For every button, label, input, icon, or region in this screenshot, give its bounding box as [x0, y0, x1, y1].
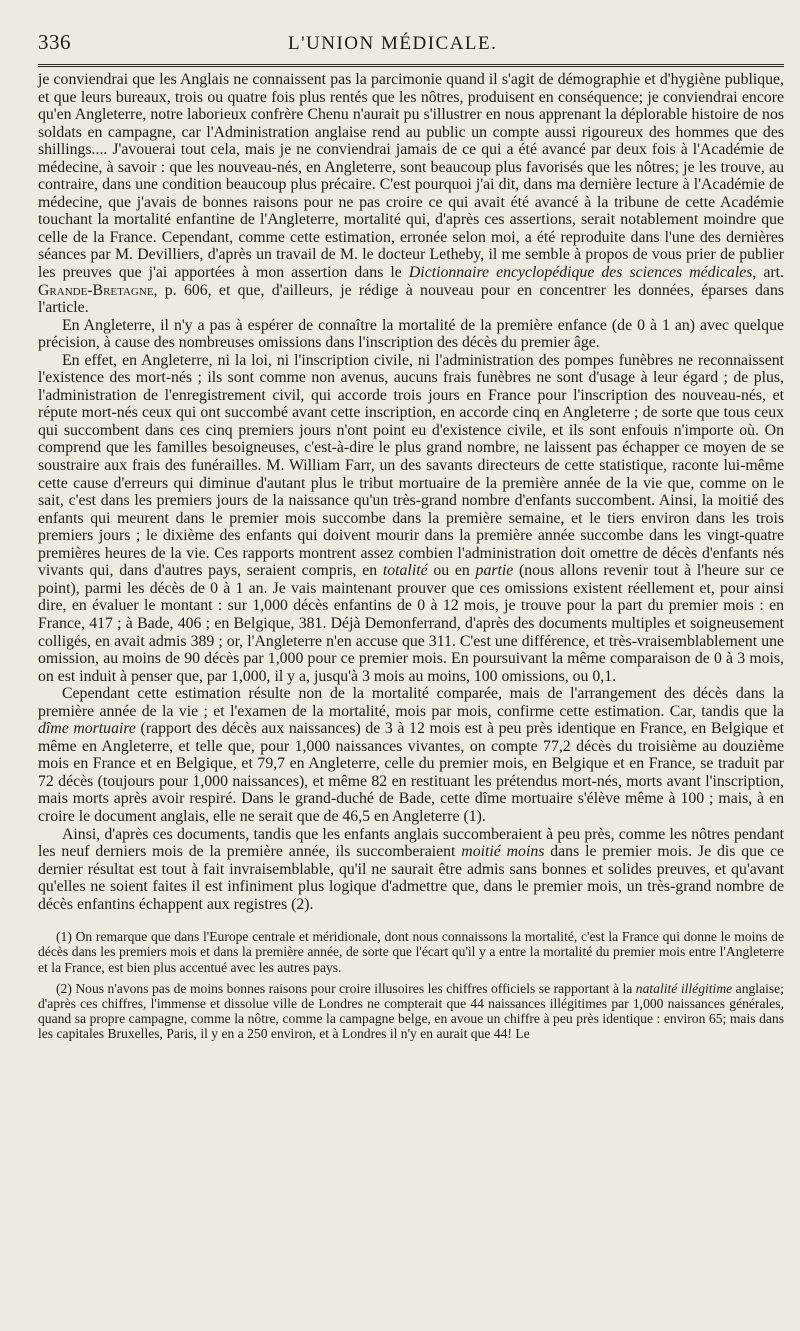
header-rule [38, 64, 784, 71]
paragraph-4 [38, 685, 784, 825]
footnotes [38, 929, 784, 1041]
text-run: (nous allons revenir tout à l'heure sur ce point), parmi les décès de 0 à 1 an. Je vais maintenant prouver que ces omissions existent réellement et, pour ainsi dire, en évaluer le montant : sur 1,000 décès enfantins de 0 à 12 mois, je trouve pour la part du premier mois : en France, 417 ; à Bade, 406 ; en Belgique, 381. Déjà Demonferrand, d'après des documents multiples et soigneusement colligés, en avait admis 389 ; or, l'Angleterre n'en accuse que 311. C'est une différence, et très-vraisemblablement une omission, au moins de 90 décès par 1,000 pour ce premier mois. En poursuivant la même comparaison de 0 à 3 mois, on est induit à penser que, par 1,000, il y a, jusqu'à 3 mois au moins, 100 omissions, ou 0,1. [38, 562, 784, 685]
italic-run: natalité illégitime [635, 980, 733, 996]
paragraph-2: En Angleterre, il n'y a pas à espérer de connaître la mortalité de la première enfance (de 0 à 1 an) avec quelque précision, à cause des nombreuses omissions dans l'inscription des décès du premier âge. [38, 316, 784, 352]
footnote-1: (1) On remarque que dans l'Europe centrale et méridionale, dont nous connaissons la mortalité, c'est la France qui donne le moins de décès dans les premiers mois et dans la première année, de sorte que l'écart qu'il y a entre la mortalité du premier mois entre l'Angleterre et la France, est bien plus accentué avec les autres pays. [38, 929, 784, 975]
text-run: Ainsi, d'après ces documents, tandis que les enfants anglais succomberaient à peu près, comme les nôtres pendant les neuf derniers mois de la première année, ils succomberaient [38, 825, 784, 861]
italic-run: Dictionnaire encyclopédique des sciences médicales [408, 264, 753, 282]
text-run: , p. 606, et que, d'ailleurs, je rédige à nouveau pour en concentrer les données, éparses dans l'article. [38, 281, 784, 317]
page-number: 336 [38, 30, 71, 54]
small-caps-run: Grande-Bretagne [38, 281, 154, 299]
italic-run: partie [475, 562, 514, 580]
footnote-2 [38, 981, 784, 1042]
italic-run: moitié moins [461, 843, 545, 861]
text-run: (rapport des décès aux naissances) de 3 à 12 mois est à peu près identique en France, en Belgique et même en Angleterre, et telle que, pour 1,000 naissances vivantes, on compte 77,2 décès du troisième au douzième mois en France et en Belgique, et 79,7 en Angleterre, celle du premier mois, en Belgique et en France, se traduit par 72 décès (toujours pour 1,000 naissances), et même 82 en restituant les prétendus mort-nés, morts avant l'inscription, mais morts après avoir respiré. Dans le grand-duché de Bade, cette dîme mortuaire s'élève même à 100 ; mais, à en croire le document anglais, elle ne serait que de 46,5 en Angleterre (1). [38, 720, 785, 825]
text-run: ou en [427, 562, 476, 580]
body-text [38, 71, 784, 913]
running-title: L'UNION MÉDICALE. [288, 33, 498, 54]
paragraph-3 [38, 352, 784, 685]
text-run: anglaise; d'après ces chiffres, l'immense et dissolue ville de Londres ne compterait que 44 naissances illégitimes par 1,000 naissances générales, quand sa propre campagne, comme la nôtre, comme la campagne belge, en avoue un chiffre à peu près identique : environ 65; mais dans les capitales Bruxelles, Paris, il y en a 250 environ, et à Londres il n'y en aurait que 44! Le [38, 980, 784, 1042]
page-header [38, 30, 784, 60]
paragraph-5 [38, 826, 784, 914]
text-run: (2) Nous n'avons pas de moins bonnes raisons pour croire illusoires les chiffres officiels se rapportant à la [56, 980, 636, 996]
text-run: En effet, en Angleterre, ni la loi, ni l'inscription civile, ni l'administration des pompes funèbres ne reconnaissent l'existence des mort-nés ; ils sont comme non avenus, aucuns frais funèbres ne sont d'usage à leur égard ; de plus, l'administration de l'enregistrement civil, qui accorde trois jours en France pour l'inscription des nouveau-nés, et répute mort-nés ceux qui ont succombé avant cette inscription, en accorde cinq en Angleterre ; de sorte que tous ceux qui succombent dans ces cinq premiers jours n'ont point eu d'existence civile, et ils sont enfouis n'importe où. On comprend que les familles besoigneuses, c'est-à-dire le plus grand nombre, ne laissent pas échapper ce moyen de se soustraire aux frais des funérailles. M. William Farr, un des savants directeurs de cette statistique, raconte lui-même cette cause d'erreurs qui diminue d'autant plus le tribut mortuaire de la première année de la vie que, comme on le sait, c'est dans les premiers jours de la naissance qu'un très-grand nombre d'enfants succombent. Ainsi, la moitié des enfants qui meurent dans le premier mois succombe dans la première semaine, et le tiers environ dans les trois premiers jours ; le dixième des enfants qui doivent mourir dans la première année succombe dans les vingt-quatre premières heures de la vie. Ces rapports montrent assez combien l'administration doit omettre de décès d'enfants nés vivants qui, dans d'autres pays, seraient compris, en [38, 351, 784, 580]
italic-run: totalité [382, 562, 428, 580]
text-run: , art. [752, 264, 784, 282]
text-run: Cependant cette estimation résulte non de la mortalité comparée, mais de l'arrangement des décès dans la première année de la vie ; et l'examen de la mortalité, mois par mois, confirme cette estimation. Car, tandis que la [38, 685, 784, 720]
text-run: dans le premier mois. Je dis que ce dernier résultat est tout à fait invraisemblable, qu'il ne saurait être admis sans bonnes et solides preuves, et qu'avant qu'elles ne soient faites il est infiniment plus logique d'admettre que, dans le premier mois, un très-grand nombre de décès enfantins échappent aux registres (2). [38, 843, 784, 913]
paragraph-1 [38, 71, 784, 317]
text-run: je conviendrai que les Anglais ne connaissent pas la parcimonie quand il s'agit de démographie et d'hygiène publique, et que leurs bureaux, trois ou quatre fois plus rentés que les nôtres, produisent en conséquence; je conviendrai encore qu'en Angleterre, notre laborieux confrère Chenu n'aurait pu s'illustrer en nous apprenant la déplorable histoire de nos soldats en campagne, car l'Administration anglaise rend au public un compte aussi rigoureux des hommes que des shillings.... J'avouerai tout cela, mais je ne conviendrai jamais de ce qui a été avancé par deux fois à l'Académie de médecine, à savoir : que les nouveau-nés, en Angleterre, sont beaucoup plus favorisés que les nôtres; je les trouve, au contraire, dans une condition beaucoup plus précaire. C'est pourquoi j'ai dit, dans ma dernière lecture à l'Académie de médecine, que j'avais de bonnes raisons pour ne pas croire ce qui avait été avancé à la tribune de cette Académie touchant la mortalité enfantine de l'Angleterre, mortalité qui, d'après ces assertions, serait notablement moindre que celle de la France. Cependant, comme cette estimation, erronée selon moi, a été reproduite dans l'une des dernières séances par M. Devilliers, d'après un travail de M. le docteur Letheby, il me semble à propos de vous prier de publier les preuves que j'ai apportées à mon assertion dans le [38, 71, 784, 282]
italic-run: dîme mortuaire [38, 720, 136, 738]
